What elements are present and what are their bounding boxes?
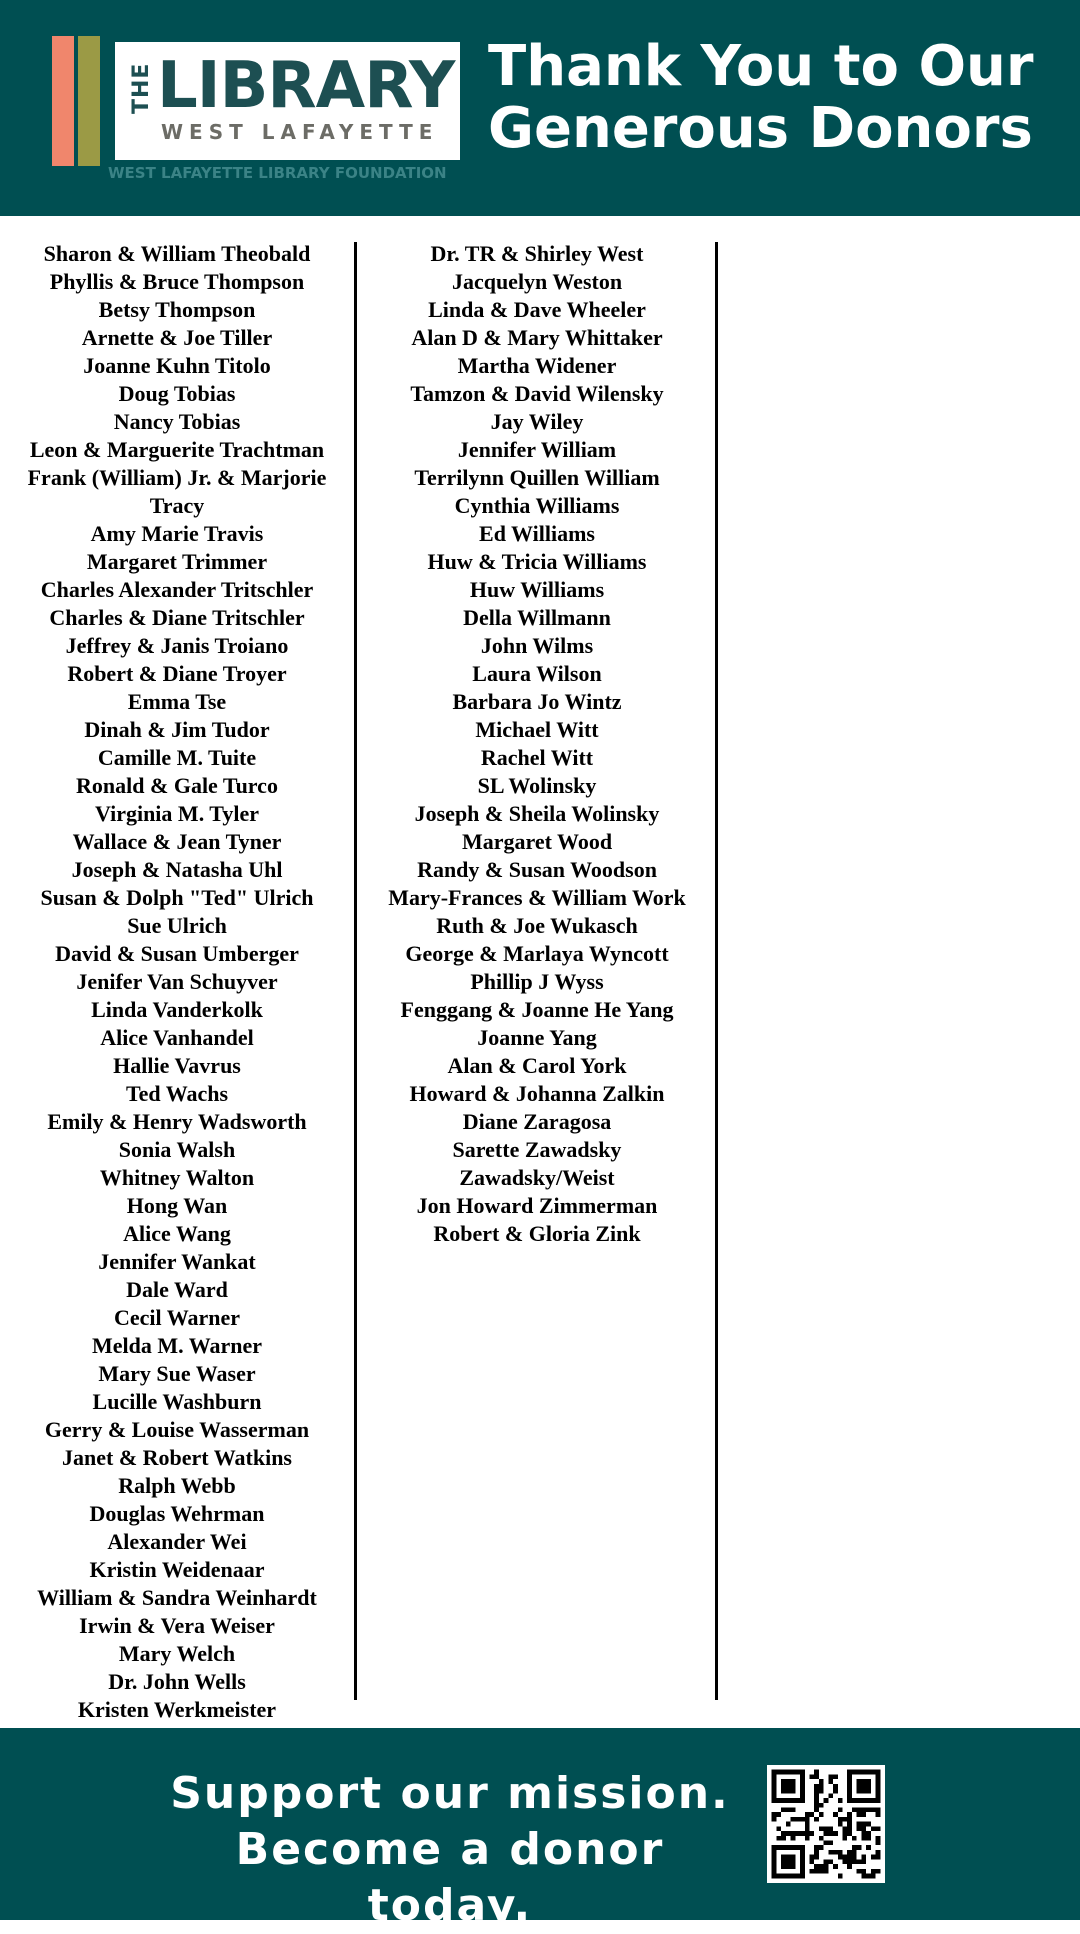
column-divider-2 xyxy=(715,242,718,1700)
donor-name: Alan & Carol York xyxy=(447,1053,627,1078)
donor-name: Linda Vanderkolk xyxy=(91,997,263,1022)
logo-library-text: LIBRARY xyxy=(157,49,455,123)
donor-name: Jenifer Van Schuyver xyxy=(76,969,278,994)
logo-the-text: THE xyxy=(129,62,154,114)
donor-column-2 xyxy=(366,240,708,1248)
donor-name: Janet & Robert Watkins xyxy=(62,1445,292,1470)
donor-name: Linda & Dave Wheeler xyxy=(428,297,646,322)
donor-name: Della Willmann xyxy=(463,605,611,630)
donor-name: Margaret Trimmer xyxy=(86,549,268,574)
donor-name: Cecil Warner xyxy=(113,1305,241,1330)
donor-name: Ralph Webb xyxy=(118,1473,236,1498)
donor-name: Nancy Tobias xyxy=(113,409,241,434)
donor-name: Amy Marie Travis xyxy=(90,521,264,546)
donor-name: David & Susan Umberger xyxy=(55,941,299,966)
donor-name: Fenggang & Joanne He Yang xyxy=(400,997,674,1022)
donor-name: Alice Vanhandel xyxy=(100,1025,254,1050)
donor-name: Jeffrey & Janis Troiano xyxy=(65,633,289,658)
donor-name: Emma Tse xyxy=(127,689,227,714)
donor-name: Zawadsky/Weist xyxy=(459,1165,615,1190)
donor-name: Charles & Diane Tritschler xyxy=(49,605,305,630)
logo-city-text: WEST LAFAYETTE xyxy=(161,120,439,144)
donor-name: Jay Wiley xyxy=(490,409,584,434)
qr-code-icon[interactable] xyxy=(767,1765,885,1883)
cta-line1: Support our mission. xyxy=(170,1768,730,1819)
donor-name: Alice Wang xyxy=(123,1221,231,1246)
donor-name: Ted Wachs xyxy=(125,1081,229,1106)
donor-name: Barbara Jo Wintz xyxy=(452,689,622,714)
column-divider-1 xyxy=(354,242,357,1700)
donor-name: Irwin & Vera Weiser xyxy=(79,1613,275,1638)
donor-name: Dale Ward xyxy=(126,1277,228,1302)
page-title xyxy=(488,36,1068,160)
donor-name: Jennifer Wankat xyxy=(98,1249,256,1274)
donor-name: Randy & Susan Woodson xyxy=(417,857,657,882)
donor-name: Betsy Thompson xyxy=(98,297,256,322)
donor-name: Huw Williams xyxy=(469,577,605,602)
donor-name: Wallace & Jean Tyner xyxy=(72,829,282,854)
donor-name: Lucille Washburn xyxy=(92,1389,262,1414)
footer-banner xyxy=(0,1728,1080,1931)
donor-name: Ruth & Joe Wukasch xyxy=(436,913,638,938)
donor-name: George & Marlaya Wyncott xyxy=(405,941,669,966)
donor-name: Dr. John Wells xyxy=(108,1669,246,1694)
donor-name: Jennifer William xyxy=(457,437,617,462)
donor-name: Doug Tobias xyxy=(118,381,236,406)
donor-name: Kristen Werkmeister xyxy=(77,1697,277,1722)
donor-name: Huw & Tricia Williams xyxy=(427,549,647,574)
donor-name: John Wilms xyxy=(480,633,594,658)
donor-name: Douglas Wehrman xyxy=(89,1501,265,1526)
donor-name: Joseph & Sheila Wolinsky xyxy=(414,801,660,826)
donor-name: Margaret Wood xyxy=(461,829,613,854)
donor-name: Susan & Dolph "Ted" Ulrich xyxy=(40,885,314,910)
donor-name: Hallie Vavrus xyxy=(113,1053,241,1078)
donor-name: Arnette & Joe Tiller xyxy=(81,325,273,350)
donor-name: Leon & Marguerite Trachtman xyxy=(29,437,325,462)
donor-name: Alexander Wei xyxy=(107,1529,247,1554)
library-logo xyxy=(115,42,460,160)
donor-name: Sue Ulrich xyxy=(127,913,227,938)
donor-name: Emily & Henry Wadsworth xyxy=(47,1109,307,1134)
logo-stripe-coral xyxy=(52,36,74,166)
donor-name: Dr. TR & Shirley West xyxy=(430,241,644,266)
donor-name: Whitney Walton xyxy=(99,1165,255,1190)
donor-name: Virginia M. Tyler xyxy=(95,801,259,826)
donor-name: SL Wolinsky xyxy=(477,773,597,798)
donor-name: Ronald & Gale Turco xyxy=(76,773,278,798)
donor-name: Jon Howard Zimmerman xyxy=(416,1193,658,1218)
donor-name: Ed Williams xyxy=(479,521,595,546)
page-title-line2: Generous Donors xyxy=(488,96,1033,161)
donor-name: Alan D & Mary Whittaker xyxy=(411,325,663,350)
donor-name: Sharon & William Theobald xyxy=(43,241,311,266)
donor-name: Phyllis & Bruce Thompson xyxy=(49,269,305,294)
donor-name: Sarette Zawadsky xyxy=(452,1137,622,1162)
donor-name: Mary Sue Waser xyxy=(98,1361,256,1386)
foundation-name: WEST LAFAYETTE LIBRARY FOUNDATION xyxy=(108,164,447,182)
donor-name: Tracy xyxy=(149,493,205,518)
donor-name: Mary Welch xyxy=(118,1641,236,1666)
donor-name: Laura Wilson xyxy=(472,661,602,686)
cta-line2: Become a donor today. xyxy=(235,1824,665,1931)
donor-name: Melda M. Warner xyxy=(91,1333,263,1358)
donor-name: Robert & Diane Troyer xyxy=(67,661,287,686)
donor-name: Charles Alexander Tritschler xyxy=(40,577,314,602)
donor-name: Camille M. Tuite xyxy=(97,745,257,770)
donor-name: Martha Widener xyxy=(457,353,617,378)
donor-name: Rachel Witt xyxy=(480,745,594,770)
donor-name: Dinah & Jim Tudor xyxy=(84,717,270,742)
donor-name: Kristin Weidenaar xyxy=(89,1557,265,1582)
donor-name: Jacquelyn Weston xyxy=(451,269,623,294)
donor-column-1 xyxy=(8,240,346,1724)
donor-name: Frank (William) Jr. & Marjorie xyxy=(27,465,327,490)
donor-name: Mary-Frances & William Work xyxy=(388,885,686,910)
donor-name: Terrilynn Quillen William xyxy=(414,465,660,490)
call-to-action xyxy=(150,1766,750,1934)
donor-name: Hong Wan xyxy=(126,1193,228,1218)
donor-name: Joanne Kuhn Titolo xyxy=(83,353,271,378)
donor-name: Howard & Johanna Zalkin xyxy=(409,1081,665,1106)
page-title-line1: Thank You to Our xyxy=(488,34,1034,99)
donor-name: William & Sandra Weinhardt xyxy=(37,1585,317,1610)
header-banner xyxy=(0,0,1080,216)
donor-name: Robert & Gloria Zink xyxy=(433,1221,641,1246)
donor-name: Gerry & Louise Wasserman xyxy=(44,1417,310,1442)
donor-name: Tamzon & David Wilensky xyxy=(410,381,664,406)
donor-name: Michael Witt xyxy=(475,717,599,742)
donor-name: Phillip J Wyss xyxy=(470,969,604,994)
donor-name: Cynthia Williams xyxy=(454,493,620,518)
donor-name: Diane Zaragosa xyxy=(462,1109,612,1134)
logo-stripe-olive xyxy=(78,36,100,166)
donor-name: Joseph & Natasha Uhl xyxy=(71,857,283,882)
donor-name: Joanne Yang xyxy=(477,1025,597,1050)
donor-name: Sonia Walsh xyxy=(118,1137,236,1162)
